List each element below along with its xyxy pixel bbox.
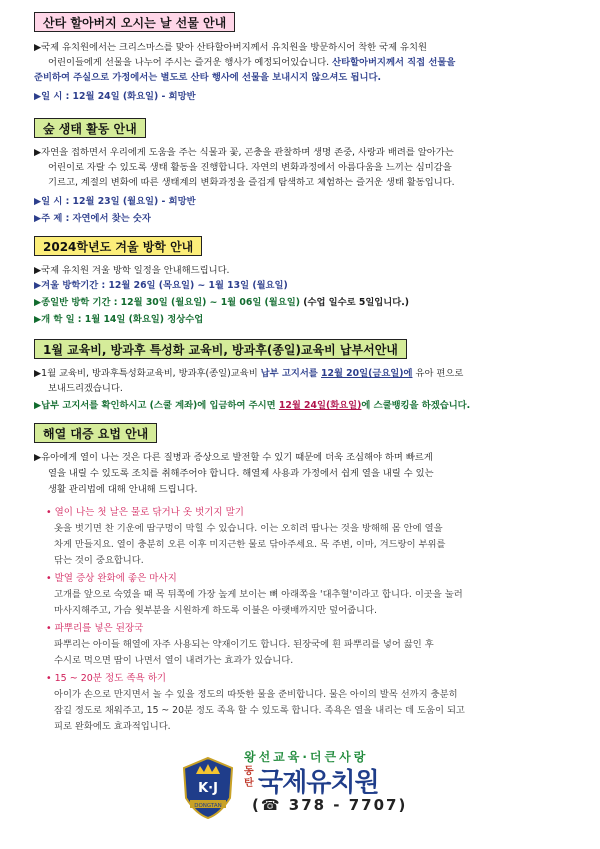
emblem-band-text: DONGTAN — [194, 803, 222, 809]
santa-text-2b: 산타할아버지께서 직접 선물을 — [332, 57, 456, 68]
kindergarten-footer — [180, 748, 440, 818]
santa-text-1: ▶국제 유치원에서는 크리스마스를 맞아 산타할아버지께서 유치원을 방문하시어 착한 국제 유치원 — [34, 42, 427, 53]
fee-text-3c: 에 스쿨뱅킹을 하겠습니다. — [361, 400, 471, 411]
fee-title: 1월 교육비, 방과후 특성화 교육비, 방과후(종일)교육비 납부서안내 — [34, 339, 407, 359]
fee-date-notice: 12월 20일(금요일)에 — [321, 368, 413, 379]
fever-tip-2-body-2: 마사지해주고, 가슴 윗부분을 시원하게 하도록 이불은 아랫배까지만 덮어줍니다. — [54, 605, 377, 616]
santa-title: 산타 할아버지 오시는 날 선물 안내 — [34, 12, 235, 32]
emblem-letters: K·J — [198, 781, 218, 796]
fever-tip-1-body-2: 차게 만들지요. 열이 충분히 오른 이후 미지근한 물로 닦아주세요. 목 주변, 이마, 겨드랑이 부위를 — [54, 539, 446, 550]
fever-tip-4-body-2: 잠길 정도로 채워주고, 15 ~ 20분 정도 족욕 할 수 있도록 합니다. 족욕은 열을 내리는 데 도움이 되고 — [54, 705, 465, 716]
fee-text-1b: 납부 고지서를 — [260, 368, 322, 379]
santa-text-2 — [48, 55, 455, 70]
forest-theme: ▶주 제 : 자연에서 찾는 숫자 — [34, 213, 151, 224]
vacation-fullday-period: ▶종일반 방학 기간 : 12월 30일 (월요일) ~ 1월 06일 (월요일) — [34, 297, 300, 308]
footer-phone: (☎ 378 - 7707) — [252, 796, 408, 814]
fever-tip-3-body-2: 수시로 먹으면 땀이 나면서 열이 내려가는 효과가 있습니다. — [54, 655, 294, 666]
forest-title: 숲 생태 활동 안내 — [34, 118, 146, 138]
fever-text-3: 생활 관리법에 대해 안내해 드립니다. — [48, 484, 198, 495]
forest-text-2: 어린이로 자랄 수 있도록 생태 활동을 진행합니다. 자연의 변화과정에서 아름다움을 느끼는 심미감을 — [48, 162, 452, 173]
vacation-period: ▶겨울 방학기간 : 12월 26일 (목요일) ~ 1월 13일 (월요일) — [34, 280, 288, 291]
fee-text-3a: ▶납부 고지서를 확인하시고 (스쿨 계좌)에 입금하여 주시면 — [34, 400, 279, 411]
fee-date-banking: 12월 24일(화요일) — [278, 400, 362, 411]
fever-tip-4-body-1: 아이가 손으로 만지면서 놀 수 있을 정도의 따뜻한 물을 준비합니다. 물은 아이의 발목 선까지 충분히 — [54, 689, 458, 700]
fever-tip-2-body-1: 고개를 앞으로 숙였을 때 목 뒤쪽에 가장 높게 보이는 뼈 아래쪽을 '대추혈'이라고 합니다. 이곳을 눌러 — [54, 589, 463, 600]
fee-text-1a: ▶1월 교육비, 방과후특성화교육비, 방과후(종일)교육비 — [34, 368, 261, 379]
footer-motto: 왕선교육·더큰사랑 — [244, 750, 369, 764]
vacation-text-1: ▶국제 유치원 겨울 방학 일정을 안내해드립니다. — [34, 265, 230, 276]
forest-text-3: 기르고, 계절의 변화에 따른 생태계의 변화과정을 즐겁게 탐색하고 체험하는 즐거운 생태 활동입니다. — [48, 177, 455, 188]
fever-title: 해열 대증 요법 안내 — [34, 423, 157, 443]
fever-tip-1-title: • 열이 나는 첫 날은 물로 닦거나 옷 벗기지 말기 — [46, 507, 244, 518]
fever-tip-3-body-1: 파뿌리는 아이들 해열에 자주 사용되는 약재이기도 합니다. 된장국에 흰 파뿌리를 넣어 끓인 후 — [54, 639, 434, 650]
santa-text-2a: 어린이들에게 선물을 나누어 주시는 즐거운 행사가 예정되어있습니다. — [48, 57, 333, 68]
vacation-fullday-note: (수업 일수로 5일입니다.) — [299, 297, 410, 308]
fee-text-2: 보내드리겠습니다. — [48, 383, 123, 394]
fever-tip-3-title: • 파뿌리를 넣은 된장국 — [46, 623, 144, 634]
fever-tip-1-body-1: 옷을 벗기면 찬 기운에 땀구멍이 막힐 수 있습니다. 이는 오히려 땀나는 것을 방해해 몸 안에 열을 — [54, 523, 443, 534]
santa-date: ▶일 시 : 12월 24일 (화요일) - 희망반 — [34, 91, 196, 102]
footer-school-name: 국제유치원 — [258, 768, 379, 798]
fever-text-2: 열을 내릴 수 있도록 조치를 취해주어야 합니다. 해열제 사용과 가정에서 쉽게 열을 내릴 수 있는 — [48, 468, 434, 479]
forest-date: ▶일 시 : 12월 23일 (월요일) - 희망반 — [34, 196, 196, 207]
fever-tip-2-title: • 발열 증상 완화에 좋은 마사지 — [46, 573, 177, 584]
vacation-school-start: ▶개 학 일 : 1월 14일 (화요일) 정상수업 — [34, 314, 204, 325]
vacation-fullday — [34, 295, 409, 310]
footer-branch: 동탄 — [244, 766, 254, 789]
fever-tip-1-body-3: 닦는 것이 중요합니다. — [54, 555, 144, 566]
fever-tip-4-title: • 15 ~ 20분 정도 족욕 하기 — [46, 673, 167, 684]
santa-text-3: 준비하여 주실으로 가정에서는 별도로 산타 행사에 선물을 보내시지 않으셔도 됩니다. — [34, 72, 381, 83]
forest-text-1: ▶자연을 접하면서 우리에게 도움을 주는 식물과 꽃, 곤충을 관찰하며 생명 존중, 사랑과 배려를 알아가는 — [34, 147, 454, 158]
fee-text-1d: 유아 편으로 — [412, 368, 464, 379]
fever-text-1: ▶유아에게 열이 나는 것은 다른 질병과 증상으로 발전할 수 있기 때문에 더욱 조심해야 하며 빠르게 — [34, 452, 433, 463]
fee-text-3 — [34, 398, 470, 413]
vacation-title: 2024학년도 겨울 방학 안내 — [34, 236, 202, 256]
kindergarten-emblem-icon — [180, 756, 236, 820]
fee-text-1 — [34, 366, 463, 381]
fever-tip-4-body-3: 피로 완화에도 효과적입니다. — [54, 721, 171, 732]
